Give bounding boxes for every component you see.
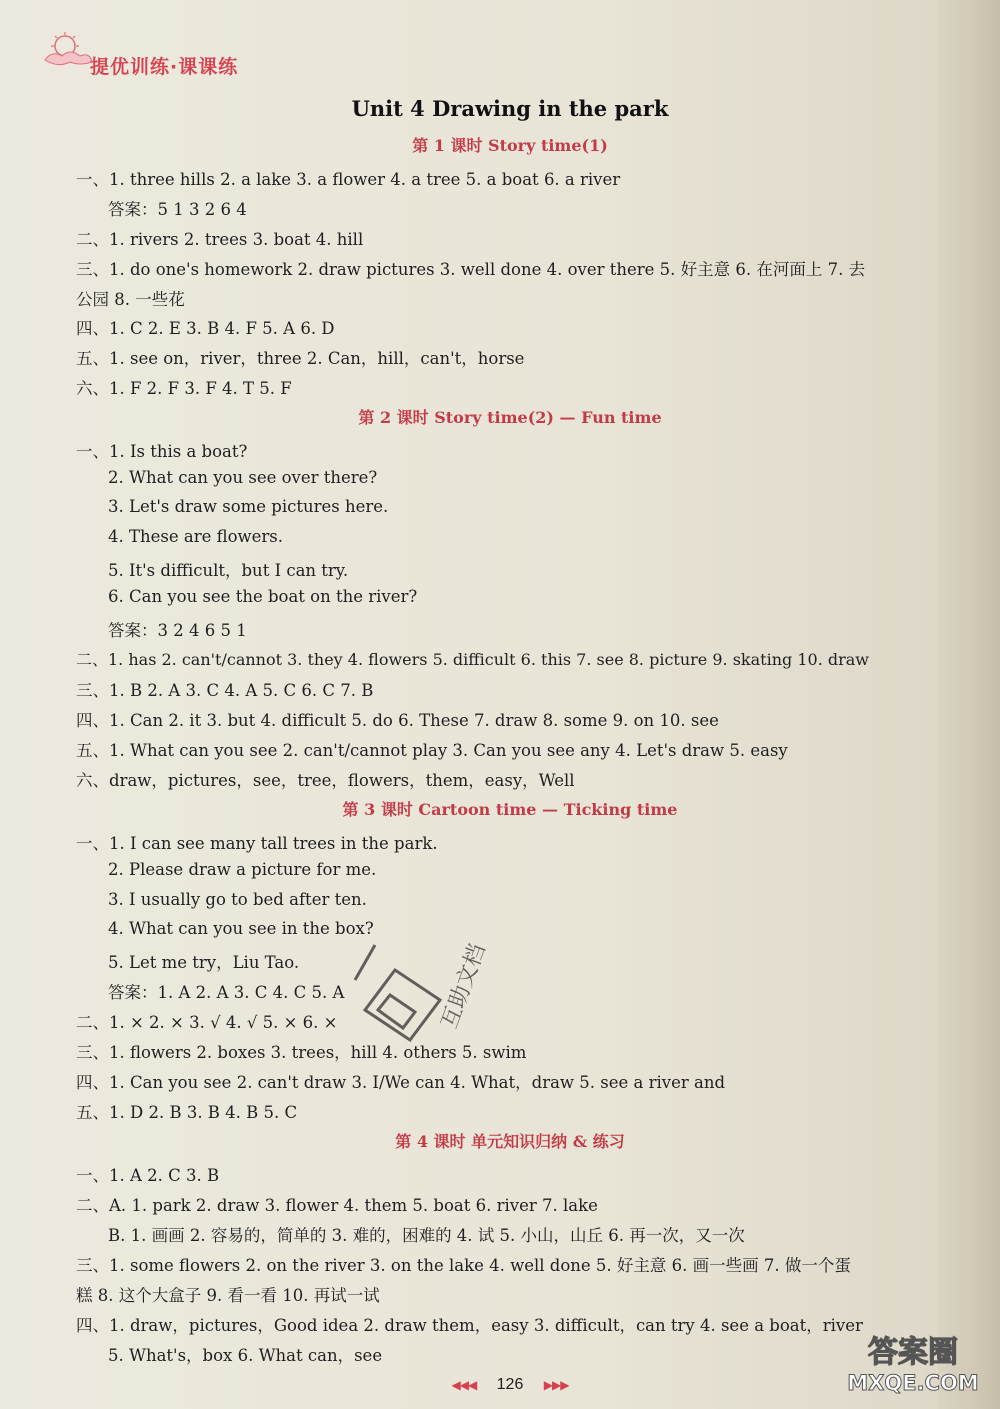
answer-line: 一、1. Is this a boat? [76, 442, 248, 461]
answer-line: 6. Can you see the boat on the river? [108, 587, 418, 606]
answer-line: 4. What can you see in the box? [108, 919, 374, 938]
lesson-title: 第 1 课时 Story time(1) [412, 136, 608, 155]
answer-line: 一、1. I can see many tall trees in the park. [76, 834, 438, 853]
next-arrows-icon: ▶▶▶ [543, 1378, 569, 1392]
answer-line: 二、1. rivers 2. trees 3. boat 4. hill [76, 230, 364, 249]
answer-line: 三、1. B 2. A 3. C 4. A 5. C 6. C 7. B [76, 681, 374, 700]
answer-line: 五、1. see on，river，three 2. Can，hill，can't，horse [76, 349, 525, 368]
answer-line: 四、1. draw，pictures，Good idea 2. draw them，easy 3. difficult，can try 4. see a boat，river [76, 1316, 863, 1335]
site-watermark-logo [818, 1328, 988, 1398]
stamp-text: 互助文档 [437, 940, 491, 1033]
answer-line: B. 1. 画画 2. 容易的，简单的 3. 难的，困难的 4. 试 5. 小山，山丘 6. 再一次，又一次 [108, 1226, 745, 1245]
answer-line: 公园 8. 一些花 [76, 290, 185, 309]
answer-line: 5. Let me try，Liu Tao. [108, 953, 300, 972]
answer-line: 答案：5 1 3 2 6 4 [108, 200, 247, 219]
answer-line: 2. What can you see over there? [108, 468, 378, 487]
answer-line: 5. What's，box 6. What can，see [108, 1346, 383, 1365]
answer-line: 4. These are flowers. [108, 527, 284, 546]
watermark-bottom-text: MXQE.COM [847, 1371, 979, 1395]
answer-line: 二、A. 1. park 2. draw 3. flower 4. them 5. boat 6. river 7. lake [76, 1196, 598, 1215]
page-number: 126 [496, 1376, 524, 1393]
answer-line: 四、1. C 2. E 3. B 4. F 5. A 6. D [76, 319, 335, 338]
answer-line: 糕 8. 这个大盒子 9. 看一看 10. 再试一试 [76, 1286, 380, 1305]
prev-arrows-icon: ◀◀◀ [451, 1378, 477, 1392]
answer-line: 2. Please draw a picture for me. [108, 860, 377, 879]
answer-line: 四、1. Can 2. it 3. but 4. difficult 5. do 6. These 7. draw 8. some 9. on 10. see [76, 711, 719, 730]
answer-line: 三、1. some flowers 2. on the river 3. on the lake 4. well done 5. 好主意 6. 画一些画 7. 做一个蛋 [76, 1256, 851, 1275]
watermark-top-text: 答案圈 [868, 1335, 958, 1370]
answer-line: 一、1. A 2. C 3. B [76, 1166, 220, 1185]
answer-line: 答案：1. A 2. A 3. C 4. C 5. A [108, 983, 345, 1002]
answer-line: 三、1. flowers 2. boxes 3. trees，hill 4. others 5. swim [76, 1043, 527, 1062]
answer-line: 二、1. has 2. can't/cannot 3. they 4. flowers 5. difficult 6. this 7. see 8. picture 9. skating 10. draw [76, 650, 869, 669]
answer-line: 六、1. F 2. F 3. F 4. T 5. F [76, 379, 292, 398]
answer-line: 答案：3 2 4 6 5 1 [108, 621, 247, 640]
lesson-title: 第 4 课时 单元知识归纳 & 练习 [395, 1132, 625, 1151]
lesson-title: 第 2 课时 Story time(2) — Fun time [358, 408, 662, 427]
answer-line: 四、1. Can you see 2. can't draw 3. I/We can 4. What，draw 5. see a river and [76, 1073, 726, 1092]
lesson-title: 第 3 课时 Cartoon time — Ticking time [342, 800, 678, 819]
answer-line: 二、1. × 2. × 3. √ 4. √ 5. × 6. × [76, 1013, 338, 1032]
answer-line: 三、1. do one's homework 2. draw pictures 3. well done 4. over there 5. 好主意 6. 在河面上 7. 去 [76, 260, 866, 279]
unit-title: Unit 4 Drawing in the park [351, 96, 669, 121]
answer-line: 3. I usually go to bed after ten. [108, 890, 367, 909]
answer-line: 5. It's difficult，but I can try. [108, 561, 349, 580]
answer-line: 六、draw，pictures，see，tree，flowers，them，easy，Well [76, 771, 575, 790]
series-name: 提优训练·课课练 [90, 56, 239, 78]
answer-line: 一、1. three hills 2. a lake 3. a flower 4. a tree 5. a boat 6. a river [76, 170, 621, 189]
page-gutter-shadow [938, 0, 1000, 1409]
answer-line: 3. Let's draw some pictures here. [108, 497, 389, 516]
stamp-icon [345, 940, 510, 1080]
answer-line: 五、1. What can you see 2. can't/cannot play 3. Can you see any 4. Let's draw 5. easy [76, 741, 788, 760]
answer-line: 五、1. D 2. B 3. B 4. B 5. C [76, 1103, 298, 1122]
